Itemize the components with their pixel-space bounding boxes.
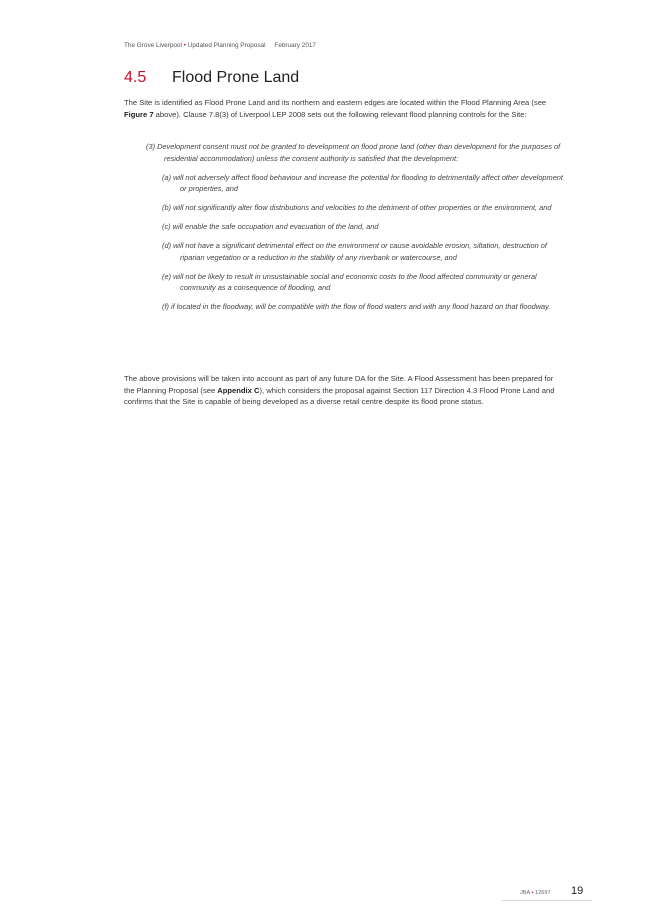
clause-item-e: (e) will not be likely to result in unsustainable social and economic costs to the flood affected community or general community as a consequence of flooding, and [162, 271, 537, 293]
header-doc-title: Updated Planning Proposal [187, 42, 266, 49]
section-title: Flood Prone Land [172, 69, 300, 86]
page-footer [502, 886, 592, 901]
intro-text-2: above). Clause 7.8(3) of Liverpool LEP 2008 sets out the following relevant flood planning controls for the Site: [153, 109, 527, 119]
header-date: February 2017 [274, 42, 316, 49]
header-separator: • [183, 42, 186, 49]
footer-company: JBA [520, 890, 530, 896]
outro-text-1: The above provisions will be taken into account as part of any future DA for the Site. A Flood Assessment has been prepared for the Planning Proposal (see [124, 374, 554, 395]
section-heading [124, 69, 299, 87]
running-header [124, 42, 316, 49]
intro-text-1: The Site is identified as Flood Prone Land and its northern and eastern edges are located within the Flood Planning Area (see [124, 98, 547, 107]
intro-paragraph [124, 97, 564, 120]
appendix-reference: Appendix C [217, 385, 260, 395]
clause-lead: (3) Development consent must not be granted to development on flood prone land (other than development for the purposes of residential accommodation) unless the consent authority is satisfied that the development: [146, 142, 561, 163]
clause-item-b: (b) will not significantly alter flow distributions and velocities to the detriment of other properties or the environment, and [162, 203, 552, 213]
footer-separator: • [531, 890, 534, 896]
lep-clause-quote [146, 141, 566, 319]
footer-reference [520, 890, 551, 896]
clause-item-f: (f) if located in the floodway, will be compatible with the flow of flood waters and with any flood hazard on that floodway. [162, 302, 551, 312]
clause-item-d: (d) will not have a significant detrimental effect on the environment or cause avoidable erosion, siltation, destruction of riparian vegetation or a reduction in the stability of any riverbank or watercourse, and [162, 241, 547, 262]
page-number: 19 [571, 885, 584, 897]
footer-job-number: 12697 [535, 890, 551, 896]
closing-paragraph [124, 373, 564, 408]
outro-text-2: ), which considers the proposal against Section 117 Direction 4.3 Flood Prone Land and confirms that the Site is capable of being developed as a diverse retail centre despite its flood prone status. [124, 385, 555, 407]
section-number: 4.5 [124, 69, 147, 86]
clause-item-a: (a) will not adversely affect flood behaviour and increase the potential for flooding to detrimentally affect other development or properties, and [162, 172, 563, 194]
figure-reference: Figure 7 [124, 109, 154, 119]
header-project: The Grove Liverpool [124, 42, 182, 49]
clause-item-c: (c) will enable the safe occupation and evacuation of the land, and [162, 222, 379, 232]
